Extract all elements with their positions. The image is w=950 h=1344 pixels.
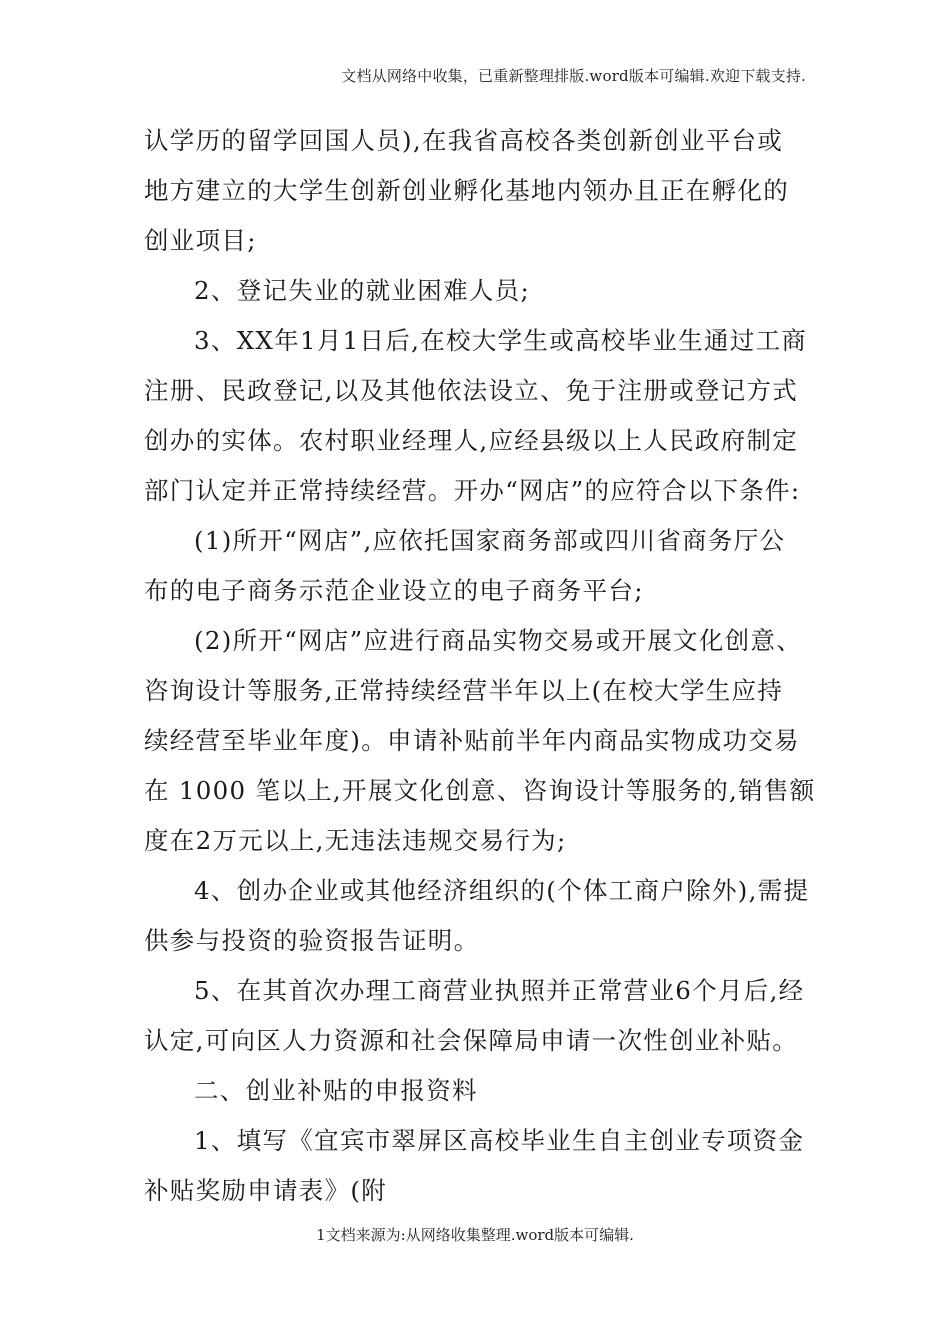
body-line: 度在2万元以上,无违法违规交易行为; xyxy=(144,826,567,855)
body-line: 1、填写《宜宾市翠屏区高校毕业生自主创业专项资金 xyxy=(194,1126,805,1155)
body-line: 续经营至毕业年度)。申请补贴前半年内商品实物成功交易 xyxy=(144,726,800,755)
body-line: (1)所开“网店”,应依托国家商务部或四川省商务厅公 xyxy=(194,526,786,555)
body-line: (2)所开“网店”应进行商品实物交易或开展文化创意、 xyxy=(194,626,803,655)
body-line: 部门认定并正常持续经营。开办“网店”的应符合以下条件: xyxy=(144,476,801,505)
body-line: 补贴奖励申请表》(附 xyxy=(144,1176,388,1205)
document-body xyxy=(144,116,816,1216)
body-line: 2、登记失业的就业困难人员; xyxy=(194,276,531,305)
body-line: 注册、民政登记,以及其他依法设立、免于注册或登记方式 xyxy=(144,376,799,405)
body-line: 认学历的留学回国人员),在我省高校各类创新创业平台或 xyxy=(144,126,784,155)
body-line: 5、在其首次办理工商营业执照并正常营业6个月后,经 xyxy=(194,976,805,1005)
body-line: 3、XX年1月1日后,在校大学生或高校毕业生通过工商 xyxy=(194,326,808,355)
body-line: 地方建立的大学生创新创业孵化基地内领办且正在孵化的 xyxy=(144,176,789,205)
body-line: 供参与投资的验资报告证明。 xyxy=(144,926,480,955)
page-header-note: 文档从网络中收集，已重新整理排版.word版本可编辑.欢迎下载支持. xyxy=(341,67,806,85)
body-line: 4、创办企业或其他经济组织的(个体工商户除外),需提 xyxy=(194,876,810,905)
body-line: 创办的实体。农村职业经理人,应经县级以上人民政府制定 xyxy=(144,426,799,455)
body-line: 创业项目; xyxy=(144,226,257,255)
body-line: 在 1000 笔以上,开展文化创意、咨询设计等服务的,销售额 xyxy=(144,776,816,805)
body-line: 认定,可向区人力资源和社会保障局申请一次性创业补贴。 xyxy=(144,1026,799,1055)
body-line: 咨询设计等服务,正常持续经营半年以上(在校大学生应持 xyxy=(144,676,784,705)
body-line: 布的电子商务示范企业设立的电子商务平台; xyxy=(144,576,644,605)
section-heading: 二、创业补贴的申报资料 xyxy=(194,1076,478,1105)
page-footer-note: 1文档来源为:从网络收集整理.word版本可编辑. xyxy=(316,1226,634,1244)
